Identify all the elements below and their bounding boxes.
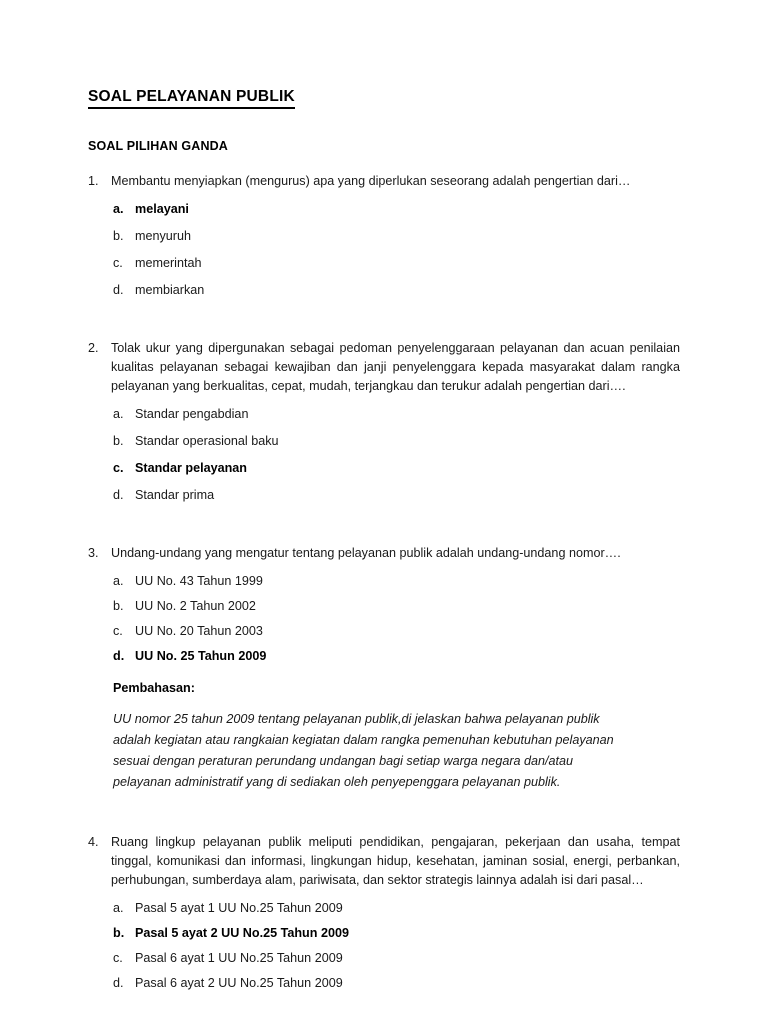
spacer xyxy=(88,325,680,339)
explanation-label: Pembahasan: xyxy=(113,680,195,695)
option-letter: c. xyxy=(113,950,123,965)
option-text: menyuruh xyxy=(135,228,192,243)
option-letter: a. xyxy=(113,406,124,421)
option-text: Pasal 6 ayat 1 UU No.25 Tahun 2009 xyxy=(135,950,343,965)
option-row[interactable] xyxy=(113,597,680,615)
question-row xyxy=(88,339,680,396)
question-text: Membantu menyiapkan (mengurus) apa yang diperlukan seseorang adalah pengertian dari… xyxy=(111,173,631,188)
option-text: UU No. 25 Tahun 2009 xyxy=(135,648,267,663)
option-letter: d. xyxy=(113,282,124,297)
option-row[interactable] xyxy=(113,200,680,218)
option-row[interactable] xyxy=(113,227,680,245)
question-item xyxy=(88,339,680,504)
option-row[interactable] xyxy=(113,949,680,967)
option-list xyxy=(88,899,680,992)
option-list xyxy=(88,200,680,299)
section-heading: SOAL PILIHAN GANDA xyxy=(88,138,228,153)
question-text: Tolak ukur yang dipergunakan sebagai pedoman penyelenggaraan pelayanan dan acuan penilaian kualitas pelayanan sebagai kewajiban dan janji penyelenggara kepada masyarakat dalam rangka pelayanan yang berkualitas, cepat, mudah, terjangkau dan terukur adalah pengertian dari…. xyxy=(111,340,680,393)
option-letter: b. xyxy=(113,598,124,613)
option-text: Pasal 5 ayat 1 UU No.25 Tahun 2009 xyxy=(135,900,343,915)
explanation-block xyxy=(88,679,680,793)
option-text: UU No. 20 Tahun 2003 xyxy=(135,623,263,638)
option-text: melayani xyxy=(135,201,189,216)
option-letter: c. xyxy=(113,623,123,638)
option-letter: b. xyxy=(113,925,125,940)
question-number: 1. xyxy=(88,173,99,188)
option-row[interactable] xyxy=(113,647,680,665)
option-text: Pasal 5 ayat 2 UU No.25 Tahun 2009 xyxy=(135,925,349,940)
option-row[interactable] xyxy=(113,899,680,917)
explanation-body xyxy=(113,709,680,793)
question-row xyxy=(88,172,680,191)
option-letter: d. xyxy=(113,975,124,990)
option-row[interactable] xyxy=(113,622,680,640)
explanation-line: pelayanan administratif yang di sediakan oleh penyepenggara pelayanan publik. xyxy=(113,774,561,789)
question-row xyxy=(88,833,680,890)
explanation-line: adalah kegiatan atau rangkaian kegiatan dalam rangka pemenuhan kebutuhan pelayanan xyxy=(113,732,614,747)
option-letter: a. xyxy=(113,201,124,216)
option-text: memerintah xyxy=(135,255,202,270)
option-list xyxy=(88,572,680,665)
question-item xyxy=(88,172,680,299)
option-letter: c. xyxy=(113,255,123,270)
option-row[interactable] xyxy=(113,432,680,450)
option-letter: c. xyxy=(113,460,124,475)
question-number: 4. xyxy=(88,834,99,849)
question-text: Ruang lingkup pelayanan publik meliputi pendidikan, pengajaran, pekerjaan dan usaha, tempat tinggal, komunikasi dan informasi, lingkungan hidup, kesehatan, jaminan sosial, energi, perbankan, perhubungan, sumberdaya alam, pariwisata, dan sektor strategis lainnya adalah isi dari pasal… xyxy=(111,834,680,887)
title-row xyxy=(88,88,680,125)
explanation-line: sesuai dengan peraturan perundang undangan bagi setiap warga negara dan/atau xyxy=(113,753,574,768)
option-text: Pasal 6 ayat 2 UU No.25 Tahun 2009 xyxy=(135,975,343,990)
explanation-line: UU nomor 25 tahun 2009 tentang pelayanan publik,di jelaskan bahwa pelayanan publik xyxy=(113,711,600,726)
option-text: membiarkan xyxy=(135,282,205,297)
spacer xyxy=(88,819,680,833)
option-row[interactable] xyxy=(113,924,680,942)
option-row[interactable] xyxy=(113,459,680,477)
page-title: SOAL PELAYANAN PUBLIK xyxy=(88,88,295,109)
question-text: Undang-undang yang mengatur tentang pelayanan publik adalah undang-undang nomor…. xyxy=(111,545,621,560)
option-text: Standar pelayanan xyxy=(135,460,247,475)
question-item xyxy=(88,544,680,793)
option-row[interactable] xyxy=(113,486,680,504)
option-letter: a. xyxy=(113,900,124,915)
option-text: Standar prima xyxy=(135,487,215,502)
option-list xyxy=(88,405,680,504)
option-letter: d. xyxy=(113,648,125,663)
option-text: UU No. 2 Tahun 2002 xyxy=(135,598,256,613)
option-text: UU No. 43 Tahun 1999 xyxy=(135,573,263,588)
option-text: Standar operasional baku xyxy=(135,433,279,448)
question-number: 2. xyxy=(88,340,99,355)
option-letter: b. xyxy=(113,433,124,448)
option-row[interactable] xyxy=(113,281,680,299)
option-letter: d. xyxy=(113,487,124,502)
option-row[interactable] xyxy=(113,974,680,992)
option-letter: b. xyxy=(113,228,124,243)
option-letter: a. xyxy=(113,573,124,588)
question-row xyxy=(88,544,680,563)
option-row[interactable] xyxy=(113,254,680,272)
option-row[interactable] xyxy=(113,405,680,423)
option-row[interactable] xyxy=(113,572,680,590)
option-text: Standar pengabdian xyxy=(135,406,249,421)
spacer xyxy=(88,530,680,544)
question-item xyxy=(88,833,680,992)
question-number: 3. xyxy=(88,545,99,560)
